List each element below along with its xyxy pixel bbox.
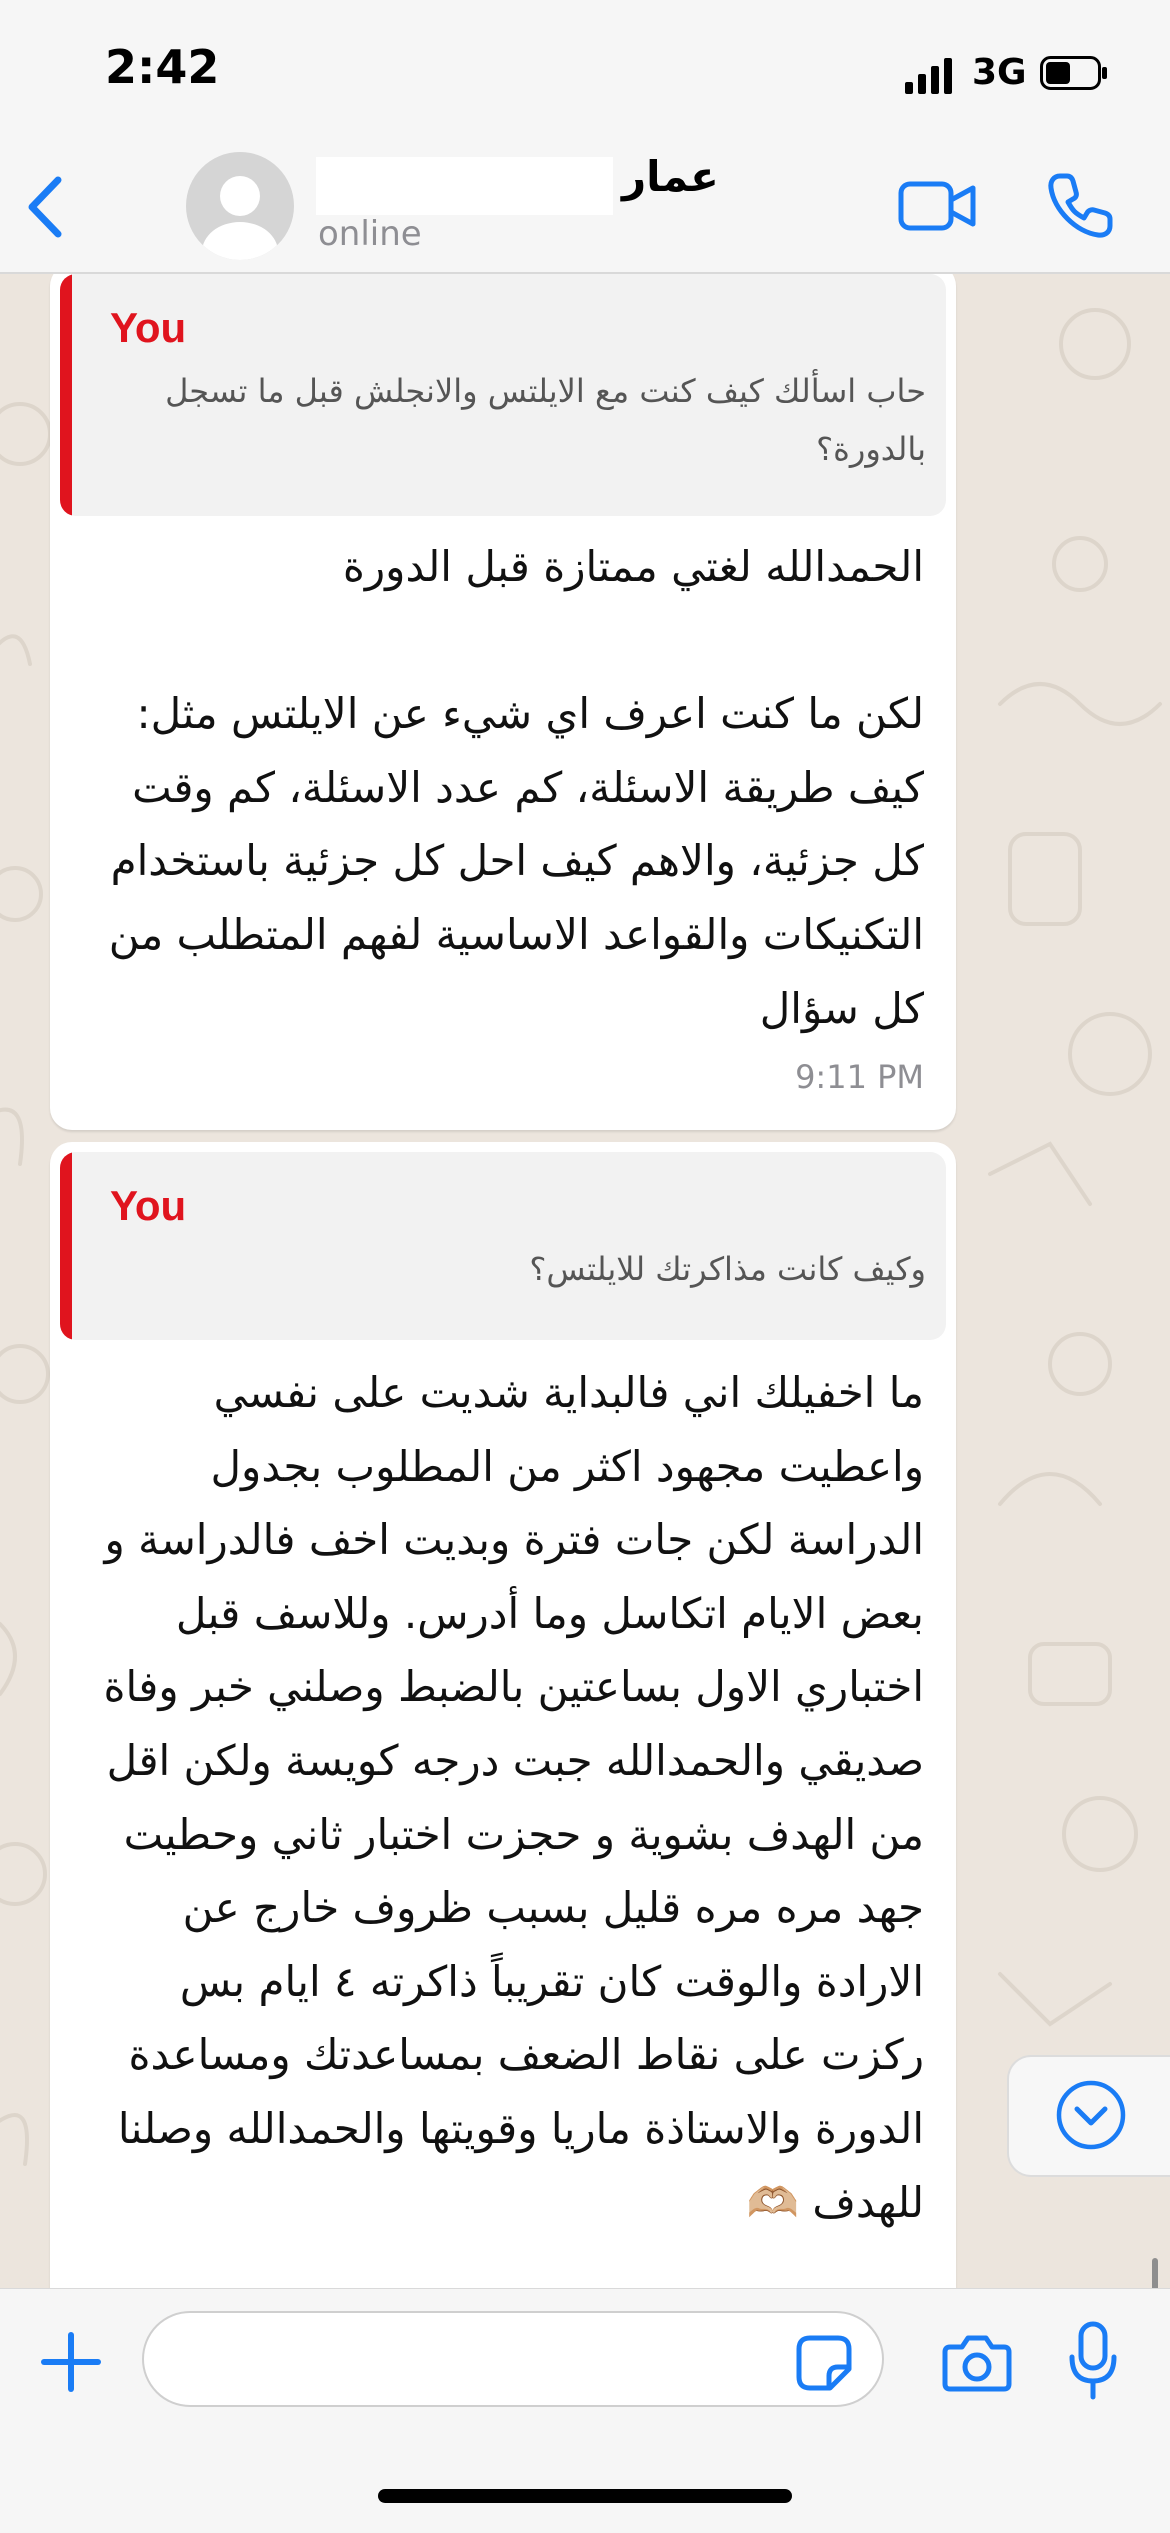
chevron-down-circle-icon bbox=[1055, 2079, 1127, 2151]
quote-accent-bar bbox=[60, 1152, 72, 1340]
network-type: 3G bbox=[972, 52, 1027, 93]
contact-presence: online bbox=[318, 214, 422, 254]
message-bubble[interactable] bbox=[50, 274, 956, 1130]
quote-author: You bbox=[110, 1182, 187, 1229]
person-silhouette-icon bbox=[186, 152, 294, 260]
message-text: ما اخفيلك اني فالبداية شديت على نفسي واعطيت مجهود اكثر من المطلوب بجدول الدراسة لكن جات فترة وبديت اخف فالدراسة و بعض الايام اتكاسل وما أدرس. وللاسف قبل اختباري الاول بساعتين بالضبط وصلني خبر وفاة صديقي والحمدالله جبت درجه كويسة ولكن اقل من الهدف بشوية و حجزت اختبار ثاني وحطيت جهد مره مره قليل بسبب ظروف خارج عن الارادة والوقت كان تقريباً ذاكرته ٤ ايام بس ركزت على نقاط الضعف بمساعدتك ومساعدة الدورة والاستاذة ماريا وقويتها والحمدالله وصلنا للهدف 🫶🏼 bbox=[103, 1368, 924, 2227]
signal-strength-icon bbox=[905, 58, 955, 94]
quote-text: حاب اسألك كيف كنت مع الايلتس والانجلش قبل ما تسجل بالدورة؟ bbox=[165, 372, 926, 468]
quoted-reply[interactable] bbox=[60, 274, 946, 516]
scroll-indicator[interactable] bbox=[1152, 2258, 1158, 2288]
quote-author: You bbox=[110, 304, 187, 351]
home-indicator[interactable] bbox=[378, 2489, 792, 2503]
scroll-to-bottom-button[interactable] bbox=[1007, 2055, 1170, 2177]
message-text: الحمدالله لغتي ممتازة قبل الدورة لكن ما كنت اعرف اي شيء عن الايلتس مثل: كيف طريقة الاسئلة، كم عدد الاسئلة، كم وقت كل جزئية، والاهم كيف احل كل جزئية باستخدام التكنيكات والقواعد الاساسية لفهم المتطلب من كل سؤال bbox=[108, 542, 924, 1033]
status-time: 2:42 bbox=[105, 40, 220, 94]
video-call-icon[interactable] bbox=[898, 172, 976, 240]
quote-text: وكيف كانت مذاكرتك للايلتس؟ bbox=[529, 1250, 926, 1288]
contact-avatar[interactable] bbox=[186, 152, 294, 260]
message-bubble[interactable] bbox=[50, 1142, 956, 2288]
battery-icon bbox=[1040, 56, 1108, 90]
contact-name[interactable]: عمار bbox=[622, 152, 719, 201]
redacted-name-box bbox=[316, 157, 613, 215]
sticker-icon[interactable] bbox=[796, 2335, 852, 2391]
camera-icon[interactable] bbox=[942, 2333, 1012, 2393]
phone-call-icon[interactable] bbox=[1046, 172, 1114, 240]
status-bar bbox=[0, 0, 1170, 150]
quoted-reply[interactable] bbox=[60, 1152, 946, 1340]
quote-accent-bar bbox=[60, 274, 72, 516]
message-timestamp: 9:11 PM bbox=[795, 1058, 924, 1096]
back-chevron-icon[interactable] bbox=[22, 172, 72, 242]
plus-icon[interactable] bbox=[40, 2331, 102, 2393]
chat-area[interactable] bbox=[0, 274, 1170, 2288]
microphone-icon[interactable] bbox=[1068, 2321, 1118, 2401]
message-input[interactable] bbox=[142, 2311, 884, 2407]
